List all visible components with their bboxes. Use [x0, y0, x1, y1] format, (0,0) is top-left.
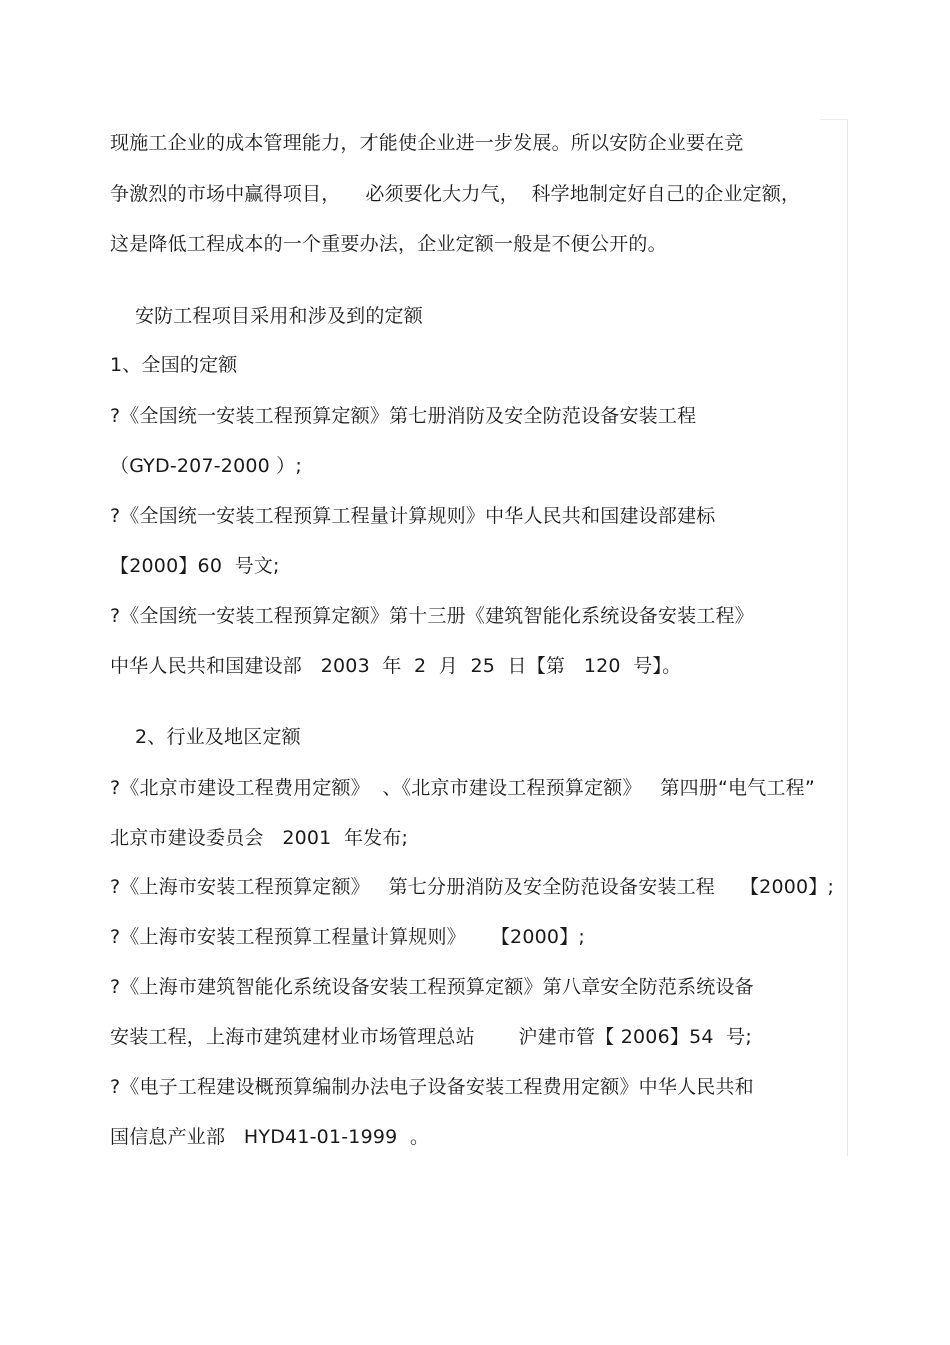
list-item: ?《全国统一安装工程预算定额》第七册消防及安全防范设备安装工程 [110, 405, 697, 427]
list-item-continuation: 中华人民共和国建设部 2003 年 2 月 25 日【第 120 号】。 [110, 655, 682, 677]
paragraph-line-1: 现施工企业的成本管理能力，才能使企业进一步发展。所以安防企业要在竞 [110, 132, 744, 154]
list-item: ?《上海市安装工程预算工程量计算规则》 【2000】; [110, 926, 585, 948]
list-item-continuation: 北京市建设委员会 2001 年发布; [110, 827, 409, 849]
list-item-continuation: （GYD-207-2000 ）; [110, 455, 302, 477]
list-item-continuation: 国信息产业部 HYD41-01-1999 。 [110, 1126, 430, 1148]
list-item: ?《北京市建设工程费用定额》 、《北京市建设工程预算定额》 第四册“电气工程” [110, 777, 815, 799]
list-item: ?《全国统一安装工程预算工程量计算规则》中华人民共和国建设部建标 [110, 505, 716, 527]
section-heading: 安防工程项目采用和涉及到的定额 [110, 305, 423, 327]
subsection-heading-national: 1、全国的定额 [110, 354, 238, 376]
list-item-continuation: 【2000】60 号文; [110, 555, 280, 577]
list-item: ?《全国统一安装工程预算定额》第十三册《建筑智能化系统设备安装工程》 [110, 605, 754, 627]
paragraph-line-2: 争激烈的市场中赢得项目， 必须要化大力气， 科学地制定好自己的企业定额， [110, 183, 801, 205]
list-item: ?《电子工程建设概预算编制办法电子设备安装工程费用定额》中华人民共和 [110, 1076, 754, 1098]
subsection-heading-regional: 2、行业及地区定额 [110, 726, 301, 748]
page-border-top [820, 119, 848, 120]
list-item: ?《上海市建筑智能化系统设备安装工程预算定额》第八章安全防范系统设备 [110, 976, 754, 998]
page-border-right [847, 120, 848, 1156]
list-item: ?《上海市安装工程预算定额》 第七分册消防及安全防范设备安装工程 【2000】; [110, 876, 835, 898]
paragraph-line-3: 这是降低工程成本的一个重要办法，企业定额一般是不便公开的。 [110, 233, 667, 255]
list-item-continuation: 安装工程，上海市建筑建材业市场管理总站 沪建市管【 2006】54 号; [110, 1026, 752, 1048]
